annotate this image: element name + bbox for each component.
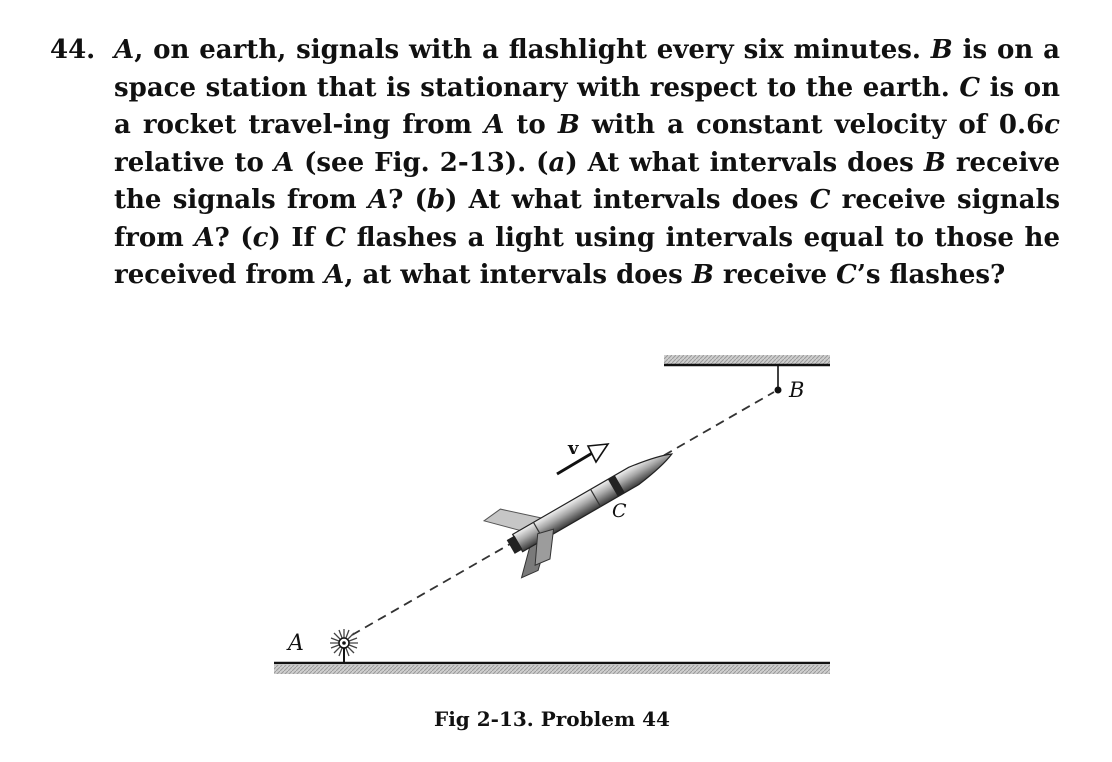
text-run: ) If [268, 222, 326, 253]
text-run: ? ( [388, 185, 427, 215]
text-run: ) At what intervals does [565, 147, 924, 178]
text-run: , on earth, signals with a flashlight every six minutes. [134, 35, 931, 65]
variable-symbol: a [548, 147, 566, 178]
variable-symbol: C [959, 72, 981, 103]
rocket-diagram [260, 335, 850, 695]
variable-symbol: c [1044, 110, 1060, 140]
text-run: is on a rocket travel-ing from [114, 72, 1060, 140]
label-v: v [568, 438, 579, 459]
variable-symbol: A [114, 35, 135, 65]
variable-symbol: b [426, 185, 446, 215]
variable-symbol: A [484, 110, 505, 140]
problem-number: 44. [50, 35, 96, 65]
rocket-c [483, 421, 689, 581]
earth-ground [274, 663, 830, 674]
text-run: receive the signals from [114, 147, 1060, 215]
space-station [664, 355, 830, 394]
variable-symbol: c [252, 222, 269, 253]
velocity-arrow [557, 444, 608, 474]
variable-symbol: B [930, 35, 953, 65]
text-run: relative to [114, 147, 274, 178]
text-run: with a constant velocity of 0.6 [579, 110, 1045, 140]
label-c: C [612, 500, 627, 522]
variable-symbol: A [324, 260, 345, 290]
figure-2-13 [260, 335, 850, 695]
variable-symbol: B [691, 260, 714, 290]
problem-statement [114, 32, 1060, 295]
text-run: receive [713, 260, 837, 290]
text-run: receive signals from [114, 185, 1061, 253]
text-run: , at what intervals does [344, 260, 692, 290]
variable-symbol: A [194, 222, 215, 253]
text-run: is on a space station that is stationary with respect to the earth. [114, 35, 1060, 103]
text-run: ) At what intervals does [445, 185, 810, 215]
variable-symbol: A [273, 147, 295, 178]
text-run: ’s flashes? [856, 260, 1006, 290]
figure-caption: Fig 2-13. Problem 44 [434, 707, 670, 731]
variable-symbol: C [809, 185, 831, 215]
problem-44 [50, 32, 1060, 295]
text-run: ? ( [214, 222, 253, 253]
variable-symbol: B [557, 110, 580, 140]
variable-symbol: C [836, 260, 857, 290]
text-run: to [504, 110, 558, 140]
observer-b-point [775, 387, 782, 394]
variable-symbol: C [325, 222, 346, 253]
text-run: flashes a light using intervals equal to those he received from [114, 222, 1060, 290]
label-a: A [288, 631, 304, 656]
variable-symbol: A [367, 185, 389, 215]
label-b: B [789, 378, 805, 402]
flashlight-icon [330, 629, 358, 663]
text-run: (see Fig. 2-13). ( [294, 147, 549, 178]
variable-symbol: B [923, 147, 946, 178]
